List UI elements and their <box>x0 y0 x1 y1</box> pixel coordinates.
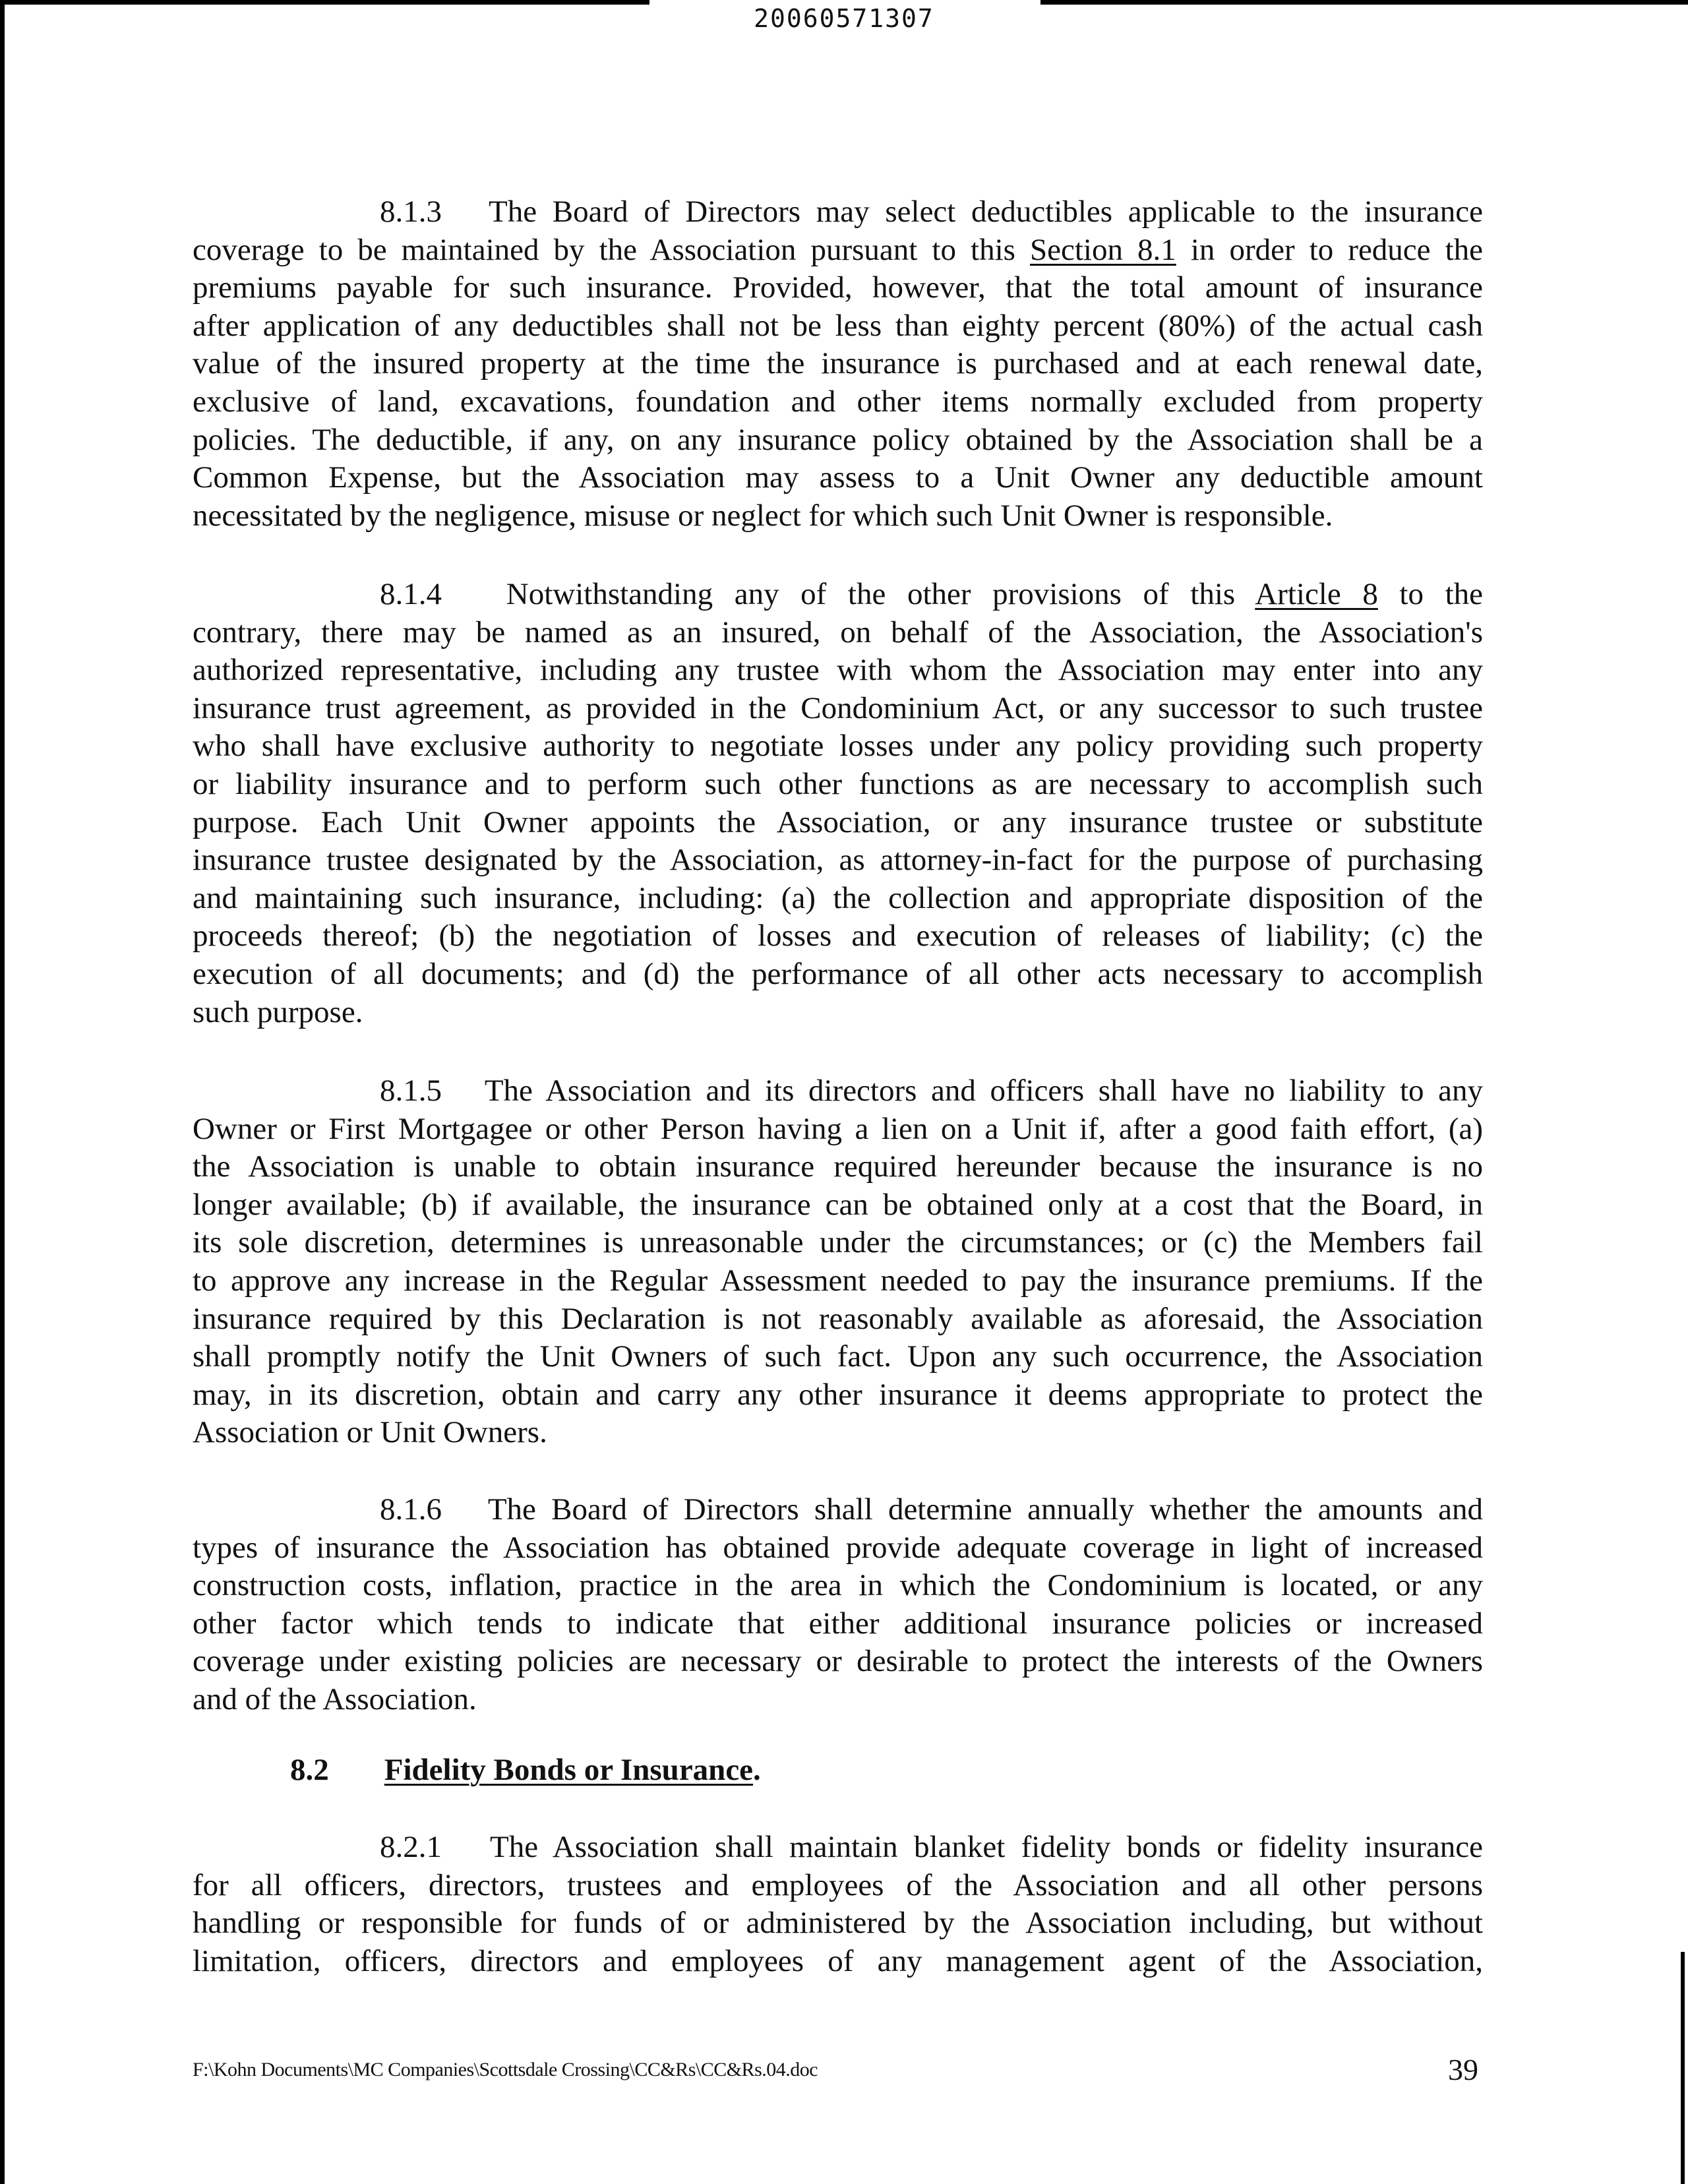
text-line: policies. The deductible, if any, on any insurance policy obtained by the Association shall be a <box>193 422 1483 457</box>
text-line: Association or Unit Owners. <box>193 1415 547 1450</box>
text-line: premiums payable for such insurance. Provided, however, that the total amount of insurance <box>193 270 1483 305</box>
text-line: Common Expense, but the Association may assess to a Unit Owner any deductible amount <box>193 460 1483 495</box>
text-line: value of the insured property at the time the insurance is purchased and at each renewal date, <box>193 346 1483 381</box>
text-line: insurance required by this Declaration is not reasonably available as aforesaid, the Association <box>193 1301 1483 1336</box>
text-line: coverage to be maintained by the Association pursuant to this Section 8.1 in order to reduce the <box>193 232 1484 267</box>
text-line: who shall have exclusive authority to negotiate losses under any policy providing such property <box>193 729 1483 764</box>
footer-file-path: F:\Kohn Documents\MC Companies\Scottsdale Crossing\CC&Rs\CC&Rs.04.doc <box>193 2059 818 2080</box>
text-line: proceeds thereof; (b) the negotiation of losses and execution of releases of liability; (c) the <box>193 919 1483 954</box>
text-line: types of insurance the Association has obtained provide adequate coverage in light of increased <box>193 1530 1483 1565</box>
text-line: may, in its discretion, obtain and carry any other insurance it deems appropriate to protect the <box>193 1377 1483 1412</box>
text-line: after application of any deductibles shall not be less than eighty percent (80%) of the actual cash <box>193 308 1483 343</box>
paragraph-8-1-4 <box>193 576 1483 1031</box>
text-line: longer available; (b) if available, the insurance can be obtained only at a cost that the Board, in <box>193 1187 1483 1222</box>
paragraph-8-1-3 <box>193 193 1483 535</box>
text-line: Owner or First Mortgagee or other Person having a lien on a Unit if, after a good faith effort, (a) <box>193 1111 1483 1146</box>
cross-reference: Article 8 <box>1255 577 1378 611</box>
text-line: exclusive of land, excavations, foundation and other items normally excluded from property <box>193 384 1483 419</box>
text-line: 8.1.3 The Board of Directors may select deductibles applicable to the insurance <box>380 195 1483 229</box>
document-number: 20060571307 <box>754 4 934 33</box>
section-title-period: . <box>753 1753 761 1787</box>
page-number: 39 <box>1448 2053 1478 2086</box>
text-line: 8.1.4 Notwithstanding any of the other provisions of this Article 8 to the <box>380 577 1484 611</box>
text-line: for all officers, directors, trustees and employees of the Association and all other persons <box>193 1867 1483 1902</box>
text-line: purpose. Each Unit Owner appoints the Association, or any insurance trustee or substitute <box>193 804 1483 839</box>
paragraph-8-1-6 <box>193 1491 1483 1719</box>
scan-border-left <box>0 0 5 2184</box>
text-line: such purpose. <box>193 994 363 1029</box>
text-line: and maintaining such insurance, including: (a) the collection and appropriate disposition of the <box>193 880 1483 915</box>
cross-reference: Section 8.1 <box>1029 232 1176 267</box>
text-line: the Association is unable to obtain insurance required hereunder because the insurance is no <box>193 1149 1483 1184</box>
paragraph-8-2-1 <box>193 1829 1483 1980</box>
text-line: coverage under existing policies are necessary or desirable to protect the interests of the Owners <box>193 1644 1483 1679</box>
text-line: to approve any increase in the Regular Assessment needed to pay the insurance premiums. If the <box>193 1263 1483 1298</box>
text-line: insurance trust agreement, as provided in the Condominium Act, or any successor to such trustee <box>193 690 1483 725</box>
text-line: insurance trustee designated by the Association, as attorney-in-fact for the purpose of purchasing <box>193 843 1483 878</box>
text-line: contrary, there may be named as an insured, on behalf of the Association, the Association's <box>193 615 1483 650</box>
text-line: handling or responsible for funds of or administered by the Association including, but without <box>193 1906 1483 1941</box>
text-line: other factor which tends to indicate that either additional insurance policies or increased <box>193 1606 1483 1641</box>
text-line: 8.2.1 The Association shall maintain blanket fidelity bonds or fidelity insurance <box>380 1830 1483 1864</box>
text-line: construction costs, inflation, practice in the area in which the Condominium is located, or any <box>193 1568 1483 1603</box>
section-title: Fidelity Bonds or Insurance <box>384 1753 754 1787</box>
text-line: its sole discretion, determines is unreasonable under the circumstances; or (c) the Members fail <box>193 1225 1483 1260</box>
text-line: or liability insurance and to perform such other functions as are necessary to accomplish such <box>193 766 1483 801</box>
scan-border-right <box>1681 1952 1685 2184</box>
text-line: necessitated by the negligence, misuse or neglect for which such Unit Owner is responsible. <box>193 498 1333 533</box>
text-line: authorized representative, including any trustee with whom the Association may enter into any <box>193 653 1483 688</box>
text-line: 8.1.6 The Board of Directors shall determine annually whether the amounts and <box>380 1492 1483 1527</box>
paragraph-8-1-5 <box>193 1072 1483 1452</box>
text-line: limitation, officers, directors and employees of any management agent of the Association, <box>193 1943 1483 1978</box>
text-line: 8.1.5 The Association and its directors and officers shall have no liability to any <box>380 1074 1483 1108</box>
section-heading-8-2 <box>290 1751 761 1790</box>
section-number: 8.2 <box>290 1753 329 1787</box>
text-line: execution of all documents; and (d) the performance of all other acts necessary to accomplish <box>193 956 1483 991</box>
text-line: and of the Association. <box>193 1682 477 1716</box>
text-line: shall promptly notify the Unit Owners of such fact. Upon any such occurrence, the Association <box>193 1339 1483 1374</box>
